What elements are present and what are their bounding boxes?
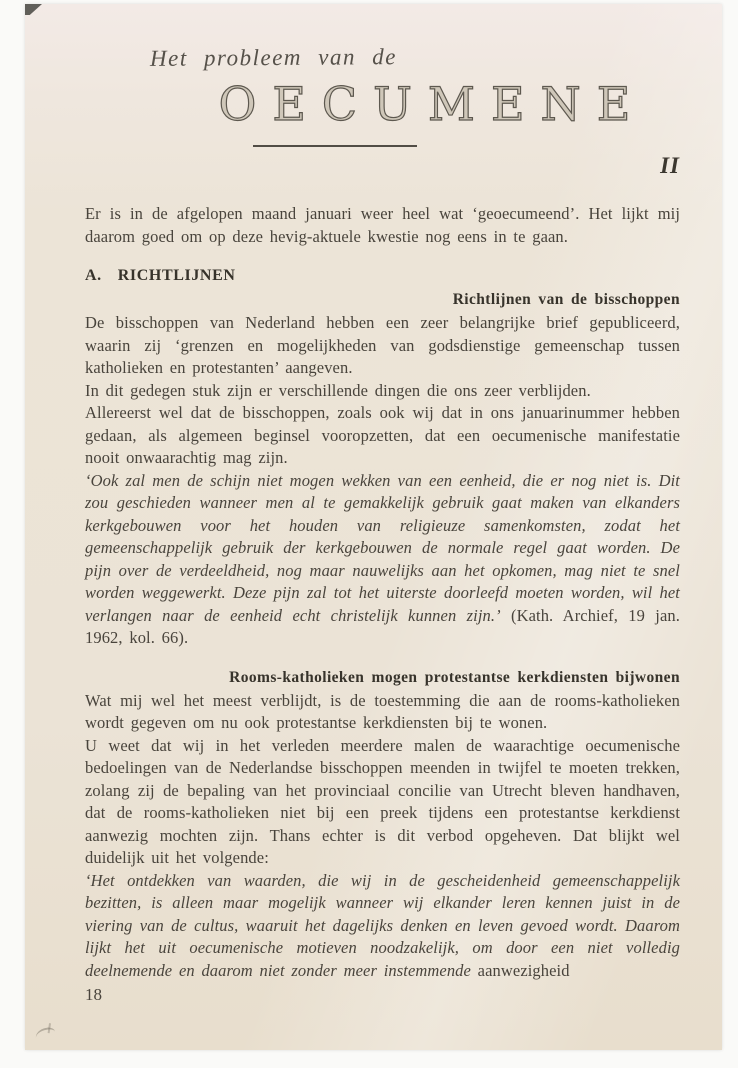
quote2-italic-text: ‘Het ontdekken van waarden, die wij in de gescheidenheid gemeenschappelijk bezitten, is alleen maar mogelijk wanneer wij elkander leren kennen juist in de viering van de cultus, waaruit het dagelijks denken en leven gevoed wordt. Daarom lijkt het uit oecumenische motieven noodzakelijk, om door een niet volledig deelnemende en daarom niet zonder meer instemmende [85, 870, 680, 980]
subheading-rooms-katholieken: Rooms-katholieken mogen protestantse kerkdiensten bijwonen [229, 668, 680, 686]
quote-reference: (Kath. Archief, 19 jan. 1962, kol. 66). [85, 605, 680, 647]
paragraph-u-weet: U weet dat wij in het verleden meerdere malen de waarachtige oecumenische bedoelingen van de Nederlandse bisschoppen meenden in twijfel te moeten trekken, zolang zij de bepaling van het provinciaal concilie van Utrecht bleven handhaven, dat de rooms-katholieken niet bij een preek tijdens een protestantse kerkdienst aanwezig mochten zijn. Thans echter is dit verbod opgeheven. Dat blijkt wel duidelijk uit het volgende: [85, 735, 680, 867]
paragraph-allereerst: Allereerst wel dat de bisschoppen, zoals ook wij dat in ons januarinummer hebben gedaan, als algemeen beginsel vooropzetten, dat een oecumenische manifestatie nooit onwaarachtig mag zijn. [85, 403, 680, 467]
subheading-richtlijnen-bisschoppen: Richtlijnen van de bisschoppen [452, 291, 680, 308]
section-letter: A. [85, 267, 102, 284]
paragraph-gedegen-stuk: In dit gedegen stuk zijn er verschillende dingen die ons zeer verblijden. [85, 380, 591, 400]
intro-paragraph: Er is in de afgelopen maand januari weer heel wat ‘geoecumeend’. Het lijkt mij daarom goed om op deze hevig-aktuele kwestie nog eens in te gaan. [85, 204, 680, 246]
quote2-roman-tail: aanwezigheid [470, 960, 570, 980]
title-rule [253, 145, 417, 147]
page-number: 18 [85, 985, 102, 1004]
quote-ontdekken-waarden [85, 870, 680, 983]
quote-kath-archief [85, 470, 680, 650]
quote-italic-text: ‘Ook zal men de schijn niet mogen wekken van een eenheid, die er nog niet is. Dit zou geschieden wanneer men al te gemakkelijk gebruik gaat maken van elkanders kerkgebouwen voor het houden van religieuze samenkomsten, zodat het gemeenschappelijk gebruik der kerkgebouwen de normale regel gaat worden. De pijn over de verdeeldheid, nog maar nauwelijks aan het opkomen, mag niet te snel worden weggewerkt. Deze pijn zal tot het uiterste doorleefd moeten worden, wil het verlangen naar de eenheid echt christelijk kunnen zijn.’ [85, 470, 680, 625]
page-title: OECUMENE [218, 77, 647, 131]
pencil-mark [34, 1026, 55, 1038]
scanned-page [25, 4, 722, 1050]
section-title: RICHTLIJNEN [117, 267, 236, 284]
series-kicker: Het probleem van de [149, 44, 397, 71]
chapter-numeral: II [660, 153, 680, 178]
scan-artifact-corner [25, 4, 42, 15]
paragraph-toestemming: Wat mij wel het meest verblijdt, is de toestemming die aan de rooms-katholieken wordt gegeven om nu ook protestantse kerkdiensten bij te wonen. [85, 690, 680, 732]
paragraph-bisschoppen-brief: De bisschoppen van Nederland hebben een zeer belangrijke brief gepubliceerd, waarin zij ‘grenzen en mogelijkheden van godsdienstige gemeenschap tussen katholieken en protestanten’ aangeven. [85, 313, 680, 377]
section-heading-richtlijnen [85, 266, 680, 286]
